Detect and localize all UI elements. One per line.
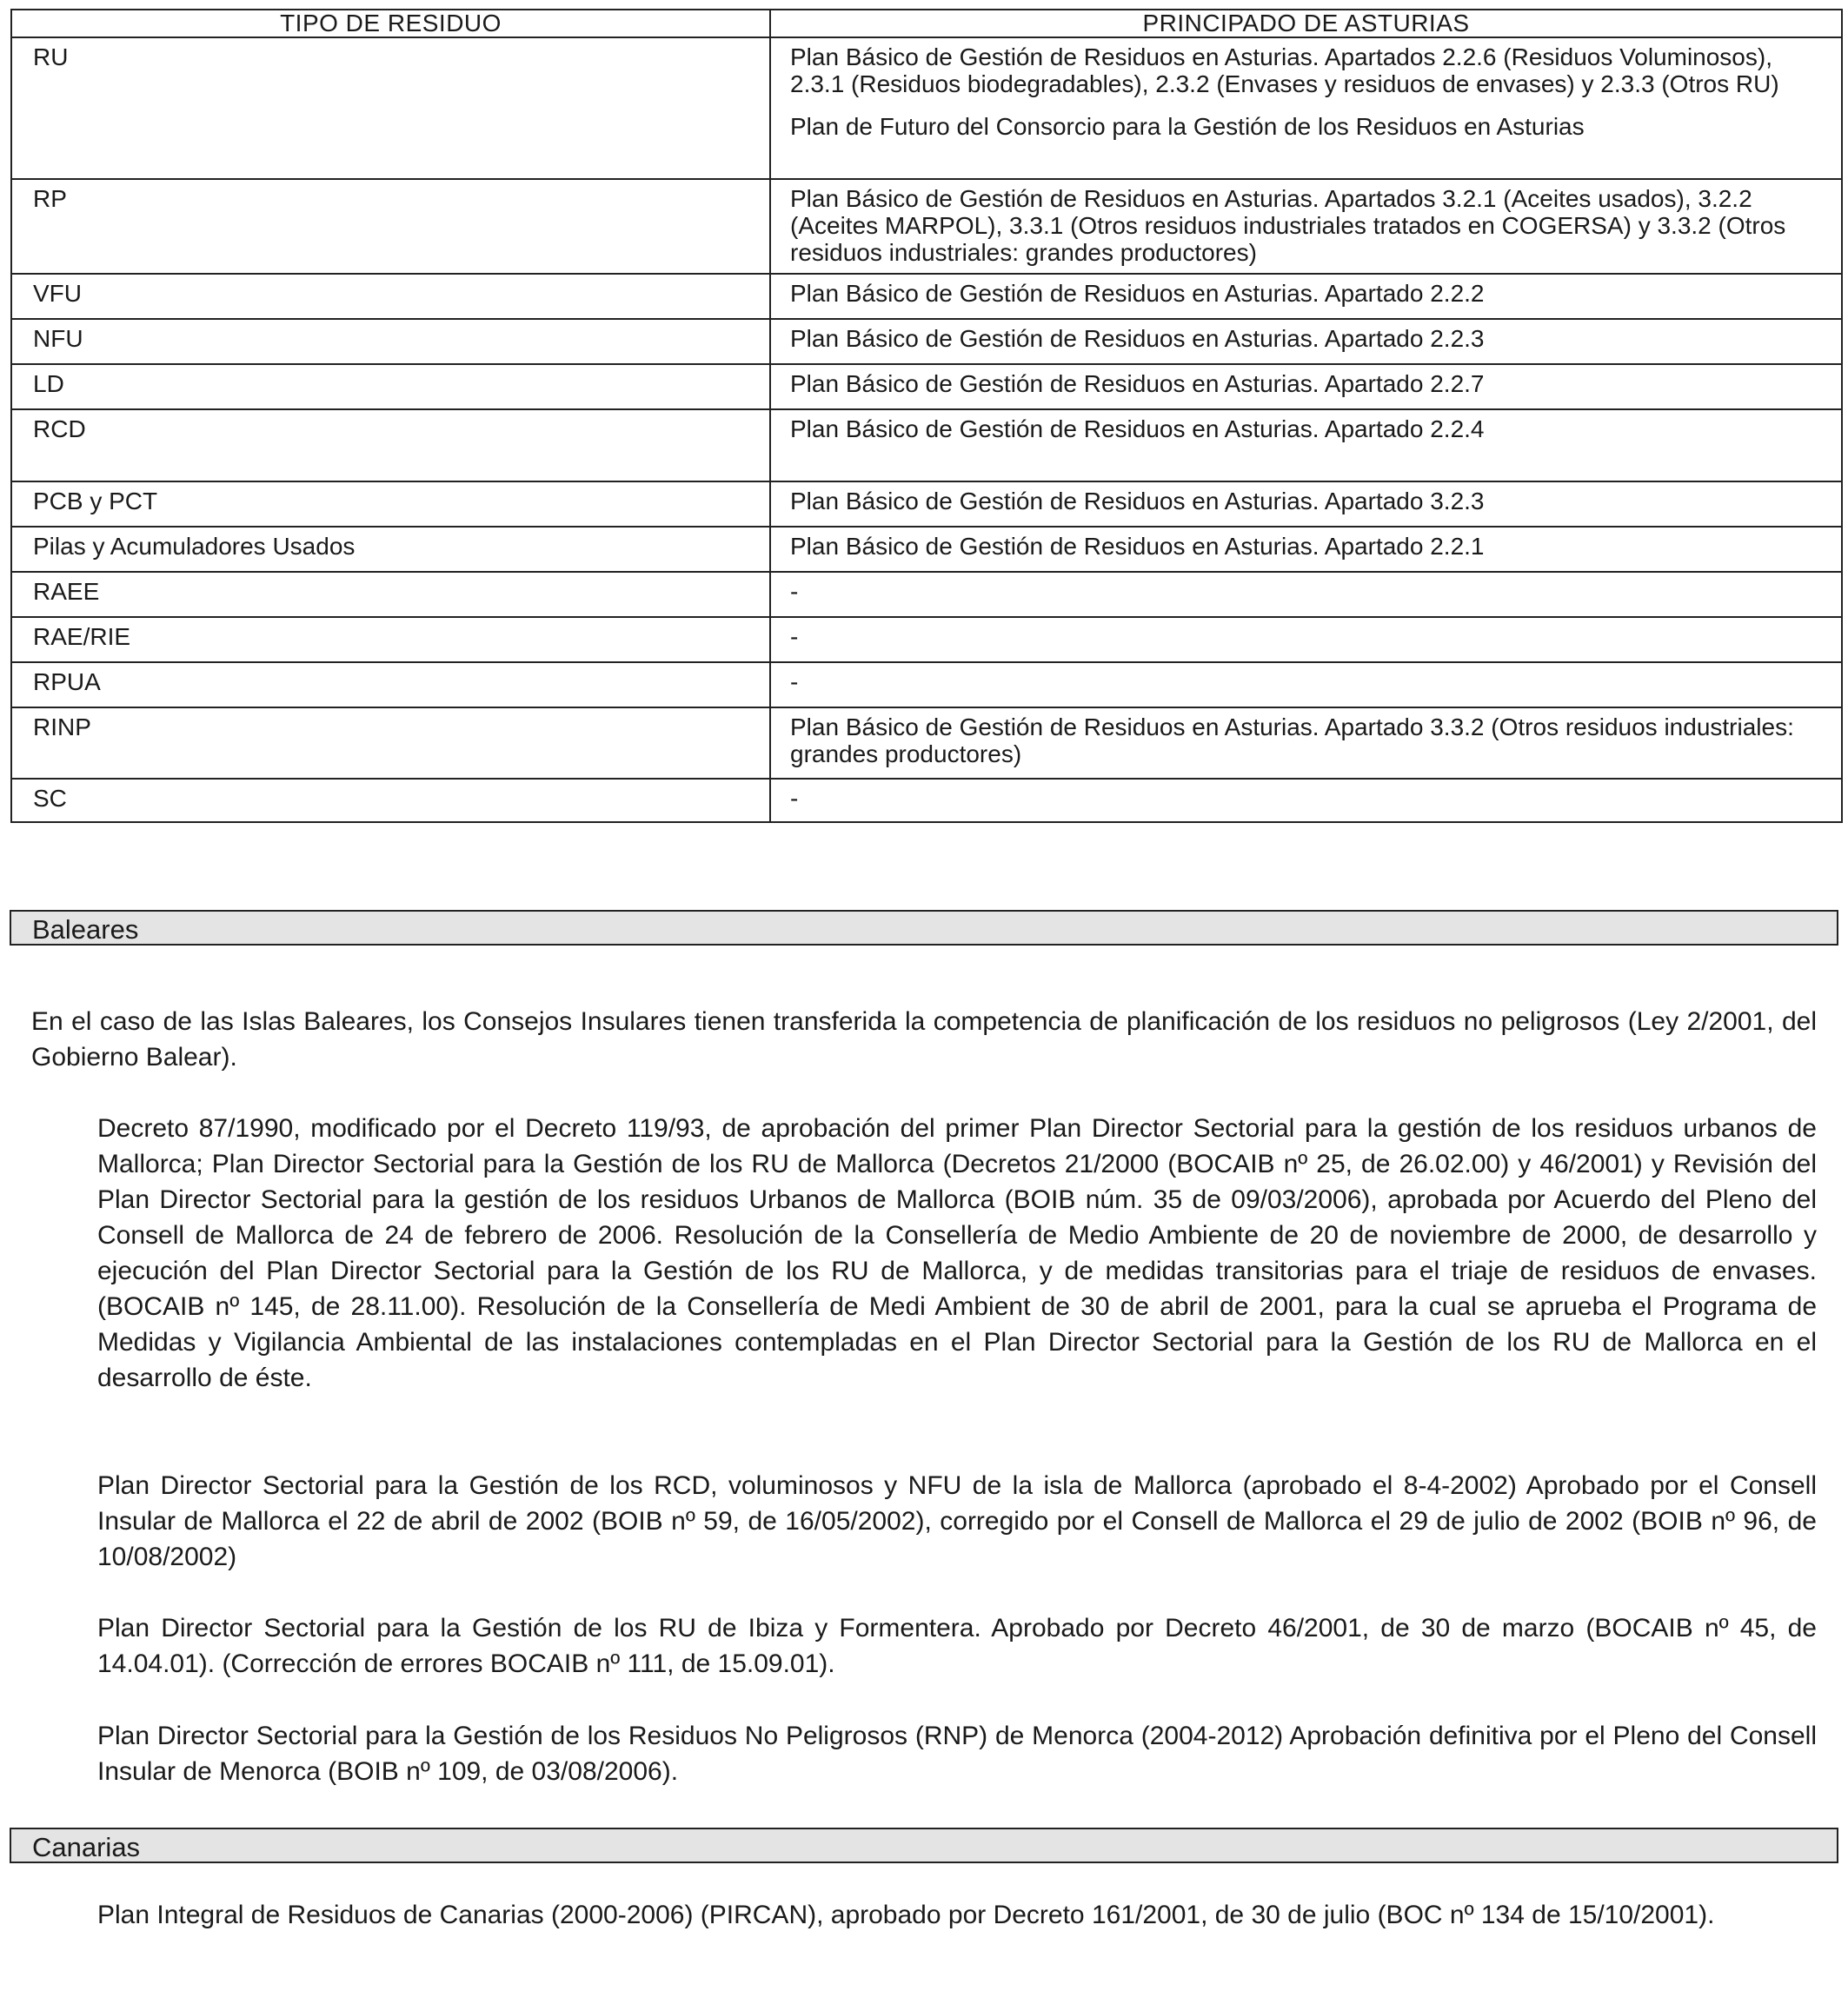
table-row — [11, 707, 1842, 779]
waste-type-cell: RCD — [11, 409, 770, 481]
table-row — [11, 527, 1842, 572]
plan-cell — [770, 779, 1842, 822]
waste-type-cell: RP — [11, 179, 770, 274]
waste-type-cell: LD — [11, 364, 770, 409]
table-row — [11, 617, 1842, 662]
table-row — [11, 481, 1842, 527]
column-header-asturias: PRINCIPADO DE ASTURIAS — [770, 10, 1842, 37]
baleares-plan-paragraph: Decreto 87/1990, modificado por el Decreto 119/93, de aprobación del primer Plan Director Sectorial para la gestión de los residuos urbanos de Mallorca; Plan Director Sectorial para la Gestión de los RU de Mallorca (Decretos 21/2000 (BOCAIB nº 25, de 26.02.00) y 46/2001) y Revisión del Plan Director Sectorial para la gestión de los residuos Urbanos de Mallorca (BOIB núm. 35 de 09/03/2006), aprobada por Acuerdo del Pleno del Consell de Mallorca de 24 de febrero de 2006. Resolución de la Consellería de Medio Ambiente de 20 de noviembre de 2000, de desarrollo y ejecución del Plan Director Sectorial para la Gestión de los RU de Mallorca, y de medidas transitorias para el triaje de residuos de envases. (BOCAIB nº 145, de 28.11.00). Resolución de la Consellería de Medi Ambient de 30 de abril de 2001, para la cual se aprueba el Programa de Medidas y Vigilancia Ambiental de las instalaciones contempladas en el Plan Director Sectorial para la Gestión de los RU de Mallorca en el desarrollo de éste. — [97, 1114, 1817, 1392]
plan-cell — [770, 364, 1842, 409]
plan-cell — [770, 662, 1842, 707]
plan-text: Plan Básico de Gestión de Residuos en Asturias. Apartados 3.2.1 (Aceites usados), 3.2.2 (Aceites MARPOL), 3.3.1 (Otros residuos industriales tratados en COGERSA) y 3.3.2 (Otros residuos industriales: grandes productores) — [790, 185, 1786, 266]
plan-text: - — [790, 668, 799, 695]
table-row — [11, 364, 1842, 409]
plan-text: Plan de Futuro del Consorcio para la Gestión de los Residuos en Asturias — [790, 113, 1585, 140]
waste-type-cell: VFU — [11, 274, 770, 319]
baleares-plan-paragraph: Plan Director Sectorial para la Gestión de los Residuos No Peligrosos (RNP) de Menorca (2004-2012) Aprobación definitiva por el Pleno del Consell Insular de Menorca (BOIB nº 109, de 03/08/2006). — [97, 1722, 1817, 1786]
plan-cell — [770, 409, 1842, 481]
waste-type-cell: RU — [11, 37, 770, 179]
plan-cell — [770, 179, 1842, 274]
plan-cell — [770, 37, 1842, 179]
waste-type-cell: RAE/RIE — [11, 617, 770, 662]
plan-cell — [770, 319, 1842, 364]
plan-text: Plan Básico de Gestión de Residuos en Asturias. Apartado 2.2.4 — [790, 415, 1485, 442]
plan-cell — [770, 617, 1842, 662]
plan-cell — [770, 572, 1842, 617]
waste-plan-table — [10, 9, 1843, 823]
table-header-row — [11, 10, 1842, 37]
table-row — [11, 779, 1842, 822]
canarias-plan-paragraph: Plan Integral de Residuos de Canarias (2000-2006) (PIRCAN), aprobado por Decreto 161/2001, de 30 de julio (BOC nº 134 de 15/10/2001). — [97, 1901, 1715, 1929]
waste-type-cell: RINP — [11, 707, 770, 779]
table-row — [11, 572, 1842, 617]
plan-text: Plan Básico de Gestión de Residuos en Asturias. Apartado 2.2.1 — [790, 533, 1485, 560]
plan-cell — [770, 481, 1842, 527]
baleares-plan-paragraph: Plan Director Sectorial para la Gestión de los RU de Ibiza y Formentera. Aprobado por Decreto 46/2001, de 30 de marzo (BOCAIB nº 45, de 14.04.01). (Corrección de errores BOCAIB nº 111, de 15.09.01). — [97, 1614, 1817, 1678]
baleares-intro-paragraph: En el caso de las Islas Baleares, los Consejos Insulares tienen transferida la competencia de planificación de los residuos no peligrosos (Ley 2/2001, del Gobierno Balear). — [31, 1007, 1817, 1072]
waste-type-cell: SC — [11, 779, 770, 822]
plan-text: - — [790, 623, 799, 650]
section-heading-canarias: Canarias — [10, 1828, 1838, 1863]
plan-cell — [770, 527, 1842, 572]
waste-type-cell: RPUA — [11, 662, 770, 707]
plan-text: Plan Básico de Gestión de Residuos en Asturias. Apartado 2.2.2 — [790, 280, 1485, 307]
plan-cell — [770, 707, 1842, 779]
table-row — [11, 179, 1842, 274]
plan-text: - — [790, 578, 799, 605]
plan-text: Plan Básico de Gestión de Residuos en Asturias. Apartado 2.2.7 — [790, 370, 1485, 397]
plan-cell — [770, 274, 1842, 319]
column-header-waste-type: TIPO DE RESIDUO — [11, 10, 770, 37]
plan-text: Plan Básico de Gestión de Residuos en Asturias. Apartados 2.2.6 (Residuos Voluminosos), 2.3.1 (Residuos biodegradables), 2.3.2 (Envases y residuos de envases) y 2.3.3 (Otros RU) — [790, 43, 1779, 97]
table-row — [11, 319, 1842, 364]
waste-type-cell: RAEE — [11, 572, 770, 617]
plan-text: Plan Básico de Gestión de Residuos en Asturias. Apartado 3.2.3 — [790, 488, 1485, 514]
section-heading-baleares: Baleares — [10, 910, 1838, 946]
table-row — [11, 37, 1842, 179]
waste-type-cell: NFU — [11, 319, 770, 364]
table-row — [11, 274, 1842, 319]
plan-text: Plan Básico de Gestión de Residuos en Asturias. Apartado 3.3.2 (Otros residuos industriales: grandes productores) — [790, 713, 1794, 767]
waste-type-cell: PCB y PCT — [11, 481, 770, 527]
waste-type-cell: Pilas y Acumuladores Usados — [11, 527, 770, 572]
plan-text: Plan Básico de Gestión de Residuos en Asturias. Apartado 2.2.3 — [790, 325, 1485, 352]
plan-text: - — [790, 785, 799, 812]
table-row — [11, 662, 1842, 707]
table-row — [11, 409, 1842, 481]
baleares-plan-paragraph: Plan Director Sectorial para la Gestión de los RCD, voluminosos y NFU de la isla de Mallorca (aprobado el 8-4-2002) Aprobado por el Consell Insular de Mallorca el 22 de abril de 2002 (BOIB nº 59, de 16/05/2002), corregido por el Consell de Mallorca el 29 de julio de 2002 (BOIB nº 96, de 10/08/2002) — [97, 1471, 1817, 1571]
